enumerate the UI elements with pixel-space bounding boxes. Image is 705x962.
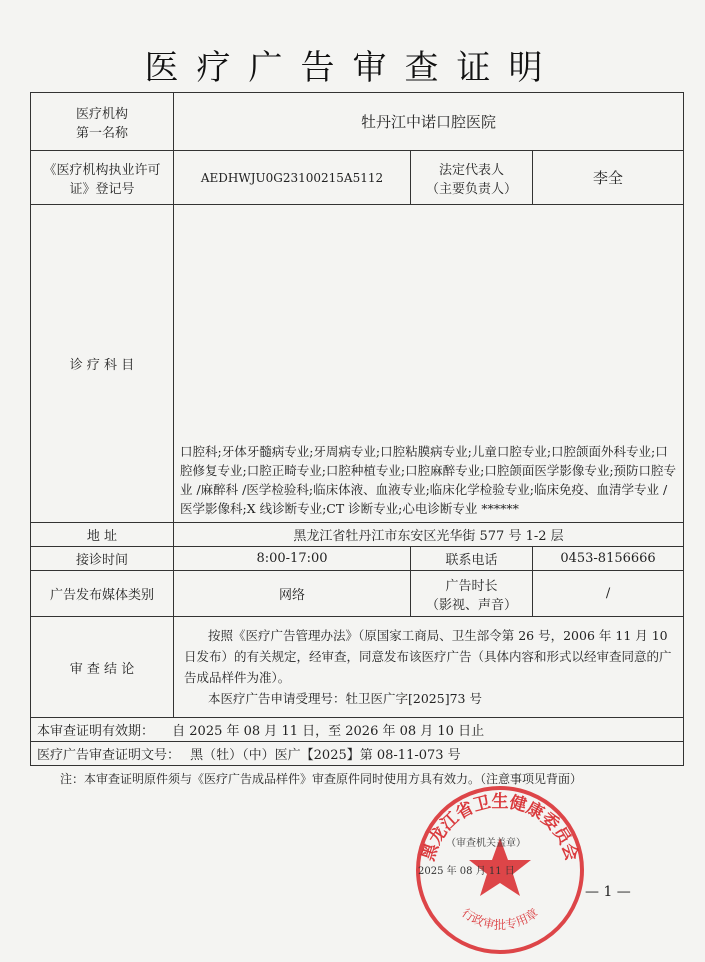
page-title: 医疗广告审查证明 bbox=[144, 48, 561, 88]
svg-text:行政审批专用章 bbox=[459, 905, 540, 932]
license-value: AEDHWJU0G23100215A5112 bbox=[174, 151, 411, 205]
conclusion-label: 审 查 结 论 bbox=[31, 617, 174, 718]
duration-value: / bbox=[533, 571, 684, 617]
legal-rep-value: 李全 bbox=[533, 151, 684, 205]
dept-value: 口腔科;牙体牙髓病专业;牙周病专业;口腔粘膜病专业;儿童口腔专业;口腔颌面外科专业;口腔修复专业;口腔正畸专业;口腔种植专业;口腔麻醉专业;口腔颌面医学影像专业;预防口腔专业 /麻醉科 /医学检验科;临床体液、血液专业;临床化学检验专业;临床免疫、血清学专业 /医学影像科;X 线诊断专业;CT 诊断专业;心电诊断专业 ****** bbox=[174, 205, 684, 523]
seal-date: 2025 年 08 月 11 日 bbox=[418, 866, 515, 877]
media-label: 广告发布媒体类别 bbox=[31, 571, 174, 617]
phone-value: 0453-8156666 bbox=[533, 547, 684, 571]
conclusion-paragraph: 按照《医疗广告管理办法》（原国家工商局、卫生部令第 26 号，2006 年 11 月 10 日发布）的有关规定，经审查，同意发布该医疗广告（具体内容和形式以经审查同意的广告成品样件为准）。 bbox=[184, 628, 672, 685]
media-value: 网络 bbox=[174, 571, 411, 617]
docno-value: 黑（牡）（中）医广【2025】第 08-11-073 号 bbox=[190, 748, 461, 763]
validity-value: 自 2025 年 08 月 11 日，至 2026 年 08 月 10 日止 bbox=[172, 724, 485, 739]
seal-org-text: 黑龙江省卫生健康委员会 bbox=[418, 792, 582, 864]
license-label: 《医疗机构执业许可证》登记号 bbox=[31, 151, 174, 205]
dept-label: 诊 疗 科 目 bbox=[31, 205, 174, 523]
hours-value: 8:00-17:00 bbox=[174, 547, 411, 571]
phone-label: 联系电话 bbox=[411, 547, 533, 571]
conclusion-value bbox=[174, 617, 684, 718]
validity-row bbox=[31, 718, 684, 742]
address-label: 地 址 bbox=[31, 523, 174, 547]
legal-rep-label: 法定代表人 （主要负责人） bbox=[411, 151, 533, 205]
validity-label: 本审查证明有效期： bbox=[37, 724, 155, 739]
docno-label: 医疗广告审查证明文号： bbox=[37, 748, 181, 763]
certificate-table bbox=[30, 92, 684, 766]
seal-caption: （审查机关盖章） bbox=[446, 838, 526, 849]
hours-label: 接诊时间 bbox=[31, 547, 174, 571]
docno-row bbox=[31, 742, 684, 766]
page-number: — 1 — bbox=[585, 884, 631, 900]
duration-label: 广告时长 （影视、声音） bbox=[411, 571, 533, 617]
address-value: 黑龙江省牡丹江市东安区光华街 577 号 1-2 层 bbox=[174, 523, 684, 547]
footnote: 注：本审查证明原件须与《医疗广告成品样件》审查原件同时使用方具有效力。（注意事项见背面） bbox=[60, 772, 583, 786]
seal-dept-text: 行政审批专用章 bbox=[459, 905, 541, 932]
org-label: 医疗机构 第一名称 bbox=[31, 93, 174, 151]
application-number: 本医疗广告申请受理号：牡卫医广字[2025]73 号 bbox=[208, 691, 482, 706]
org-value: 牡丹江中诺口腔医院 bbox=[174, 93, 684, 151]
